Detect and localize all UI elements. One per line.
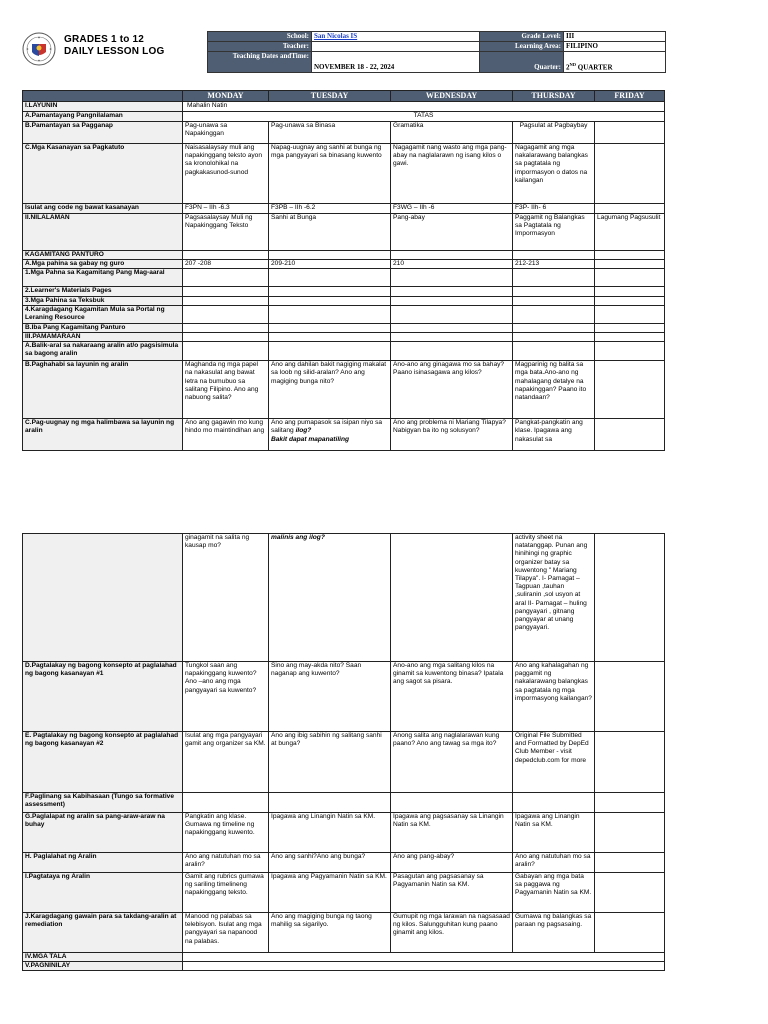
table-row: A.Mga pahina sa gabay ng guro 207 -208 209-210 210 212-213 <box>23 260 665 269</box>
day-tuesday: TUESDAY <box>269 91 391 102</box>
lesson-log-table-1 <box>22 90 665 451</box>
school-value[interactable]: San Nicolas IS <box>312 32 480 42</box>
table-row: D.Pagtalakay ng bagong konsepto at paglalahad ng bagong kasanayan #1 Tungkol saan ang napakinggang kuwento? Ano –ano ang mga pangyayari sa kuwento? Sino ang may-akda nito? Saan naganap ang kuwento? Ano-ano ang mga salitang kilos na ginamit sa kuwentong binasa? Ipatala ang sagot sa pisara. Ano ang kahalagahan ng paggamit ng nakalarawang balangkas sa pagtatala ng mga impormasyong kailangan? <box>23 662 665 732</box>
table-row: I.LAYUNIN Mahalin Natin <box>23 102 665 112</box>
table-row: 2.Learner's Materials Pages <box>23 287 665 296</box>
table-row: IV.MGA TALA <box>23 953 665 962</box>
table-row: 3.Mga Pahina sa Teksbuk <box>23 296 665 305</box>
day-thursday: THURSDAY <box>513 91 595 102</box>
table-row: B.Iba Pang Kagamitang Panturo <box>23 323 665 332</box>
day-monday: MONDAY <box>183 91 269 102</box>
table-row: III.PAMAMARAAN <box>23 333 665 342</box>
table-row: F.Paglinang sa Kabihasaan (Tungo sa formative assessment) <box>23 793 665 813</box>
table-row: ginagamit na salita ng kausap mo? malinis ang ilog? activity sheet na natatanggap. Punan ang hinihingi ng graphic organizer batay sa kuwentong " Mariang Tilapya". I- Pamagat – Tagpuan ,tauhan ,suliranin ,sol usyon at aral II- Pamagat – huling pangyayari , gitnang pangyayar at unang pangyayari. <box>23 534 665 662</box>
quarter-label: Quarter: <box>480 52 564 73</box>
document-title: GRADES 1 to 12 DAILY LESSON LOG <box>64 34 165 57</box>
header-info-table <box>207 31 666 73</box>
day-wednesday: WEDNESDAY <box>391 91 513 102</box>
school-label: School: <box>208 32 312 42</box>
learning-area-value: FILIPINO <box>564 42 666 52</box>
table-row: C.Mga Kasanayan sa Pagkatuto Naisasalaysay muli ang napakinggang teksto ayon sa kronolohikal na pagkakasunod-sunod Napag-uugnay ang sanhi at bunga ng mga pangyayari sa binasang kuwento Nagagamit nang wasto ang mga pang-abay na naglalarawn ng isang kilos o gawi. Nagagamit ang mga nakalarawang balangkas sa pagtatala ng impormasyon o datos na kailangan <box>23 144 665 204</box>
table-row: G.Paglalapat ng aralin sa pang-araw-araw na buhay Pangkatin ang klase. Gumawa ng timeline ng napakinggang kuwento. Ipagawa ang Linangin Natin sa KM. Ipagawa ang pagsasanay sa Linangin Natin sa KM. Ipagawa ang Linangin Natin sa KM. <box>23 813 665 853</box>
table-row: C.Pag-uugnay ng mga halimbawa sa layunin ng aralin Ano ang gagawin mo kung hindo mo maintindihan ang Ano ang pumapasok sa isipan niyo sa salitang ilog? Bakit dapat mapanatiling Ano ang problema ni Mariang Tilapya?Nabigyan ba ito ng solusyon? Pangkat-pangkatin ang klase. Ipagawa ang nakasulat sa <box>23 419 665 451</box>
teacher-value <box>312 42 480 52</box>
grade-level-value: III <box>564 32 666 42</box>
table-row: B.Pamantayan sa Pagganap Pag-unawa sa Napakinggan Pag-unawa sa Binasa Gramatika Pagsulat at Pagbaybay <box>23 122 665 144</box>
table-row: KAGAMITANG PANTURO <box>23 251 665 260</box>
table-row: 1.Mga Pahna sa Kagamitang Pang Mag-aaral <box>23 269 665 287</box>
table-row: J.Karagdagang gawain para sa takdang-aralin at remediation Manood ng palabas sa telebisyon. Isulat ang mga pangyayari sa napanood na palabas. Ano ang magiging bunga ng taong mahilig sa sigarilyo. Gumupit ng mga larawan na nagsasaad ng kilos. Salungguhitan kung paano ginamit ang kilos. Gumawa ng balangkas sa paraan ng pagsasaing. <box>23 913 665 953</box>
table-row: II.NILALAMAN Pagsasalaysay Muli ng Napakinggang Teksto Sanhi at Bunga Pang-abay Paggamit ng Balangkas sa Pagtatala ng Impormasyon Lagumang Pagsusulit <box>23 214 665 251</box>
table-row: A.Pamantayang Pangnilalaman TATAS <box>23 112 665 122</box>
day-header-row <box>23 91 665 102</box>
table-row: I.Pagtataya ng Aralin Gamit ang rubrics gumawa ng sariling timelineng napakinggang teksto. Ipagawa ang Pagyamanin Natin sa KM. Pasagutan ang pagsasanay sa Pagyamanin Natin sa KM. Gabayan ang mga bata sa paggawa ng Pagyamanin Natin sa KM. <box>23 873 665 913</box>
table-row: A.Balik-aral sa nakaraang aralin at/o pagsisimula sa bagong aralin <box>23 342 665 361</box>
lesson-log-table-2 <box>22 533 665 971</box>
table-row: Isulat ang code ng bawat kasanayan F3PN – IIh -6.3 F3PB – IIh -6.2 F3WG – IIh -6 F3P- IIh- 6 <box>23 204 665 214</box>
table-row: V.PAGNINILAY <box>23 962 665 971</box>
deped-seal-logo <box>22 32 56 66</box>
table-row: H. Paglalahat ng Aralin Ano ang natutuhan mo sa aralin? Ano ang sanhi?Ano ang bunga? Ano ang pang-abay? Ano ang natutuhan mo sa aralin? <box>23 853 665 873</box>
teacher-label: Teacher: <box>208 42 312 52</box>
table-row: E. Pagtalakay ng bagong konsepto at paglalahad ng bagong kasanayan #2 Isulat ang mga pangyayari gamit ang organizer sa KM. Ano ang ibig sabihin ng salitang sanhi at bunga? Anong salita ang naglalarawan kung paano? Ano ang tawag sa mga ito? Original File Submitted and Formatted by DepEd Club Member - visit depedclub.com for more <box>23 732 665 793</box>
table-row: B.Paghahabi sa layunin ng aralin Maghanda ng mga papel na nakasulat ang bawat letra na bumubuo sa salitang Filipino. Ano ang nabuong salita? Ano ang dahilan bakit nagiging makalat sa loob ng silid-aralan? Ano ang magiging bunga nito? Ano-ano ang ginagawa mo sa bahay? Paano isinasagawa ang kilos? Magparinig ng balita sa mga bata.Ano-ano ng mahalagang detalye na napakinggan? Paano ito natandaan? <box>23 361 665 419</box>
grade-level-label: Grade Level: <box>480 32 564 42</box>
learning-area-label: Learning Area: <box>480 42 564 52</box>
deped-club-notice: Original File Submitted and Formatted by DepEd Club Member - visit depedclub.com for more <box>513 732 595 793</box>
teaching-dates-label: Teaching Dates andTime: <box>208 52 312 73</box>
day-friday: FRIDAY <box>595 91 665 102</box>
teaching-dates-value: NOVEMBER 18 - 22, 2024 <box>312 52 480 73</box>
quarter-value: 2ND QUARTER <box>564 52 666 73</box>
table-row: 4.Karagdagang Kagamitan Mula sa Portal ng Leraning Resource <box>23 305 665 323</box>
